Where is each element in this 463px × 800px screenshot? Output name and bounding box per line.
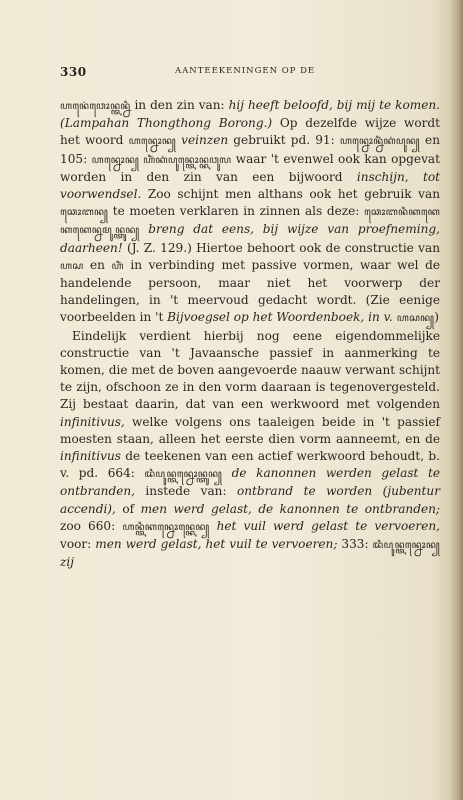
italic-text: infinitivus, <box>60 414 125 429</box>
javanese-script: ꦢꦶꦥꦸꦤ꧀ꦠꦤ꧀ꦤꦺꦴꦤ꧀ꦠꦸꦤ꧀ <box>144 469 223 481</box>
text-run: in den zin van: <box>130 98 229 112</box>
body-text <box>60 97 440 571</box>
javanese-script: ꦲꦶꦁ <box>111 260 124 272</box>
javanese-script: ꦲꦱ <box>60 260 84 272</box>
page-number: 330 <box>60 65 87 79</box>
text-run: (J. Z. 129.) Hiertoe behoort ook de constructie van <box>122 240 440 255</box>
italic-text: breng dat eens, bij wijze van proefneming, daarheen! <box>60 222 440 255</box>
italic-text: het vuil werd gelast te vervoeren, <box>216 518 440 533</box>
paragraph-1 <box>60 97 440 328</box>
italic-text: Bijvoegsel op het Woordenboek, in v. <box>167 310 393 325</box>
italic-text: infinitivus <box>60 449 121 464</box>
paragraph-2 <box>60 328 440 572</box>
page-edge-shadow <box>449 0 463 800</box>
javanese-script: ꦢꦶꦥꦸꦤ꧀ꦠꦤ꧀ꦤꦺꦴꦤ꧀ <box>372 540 440 552</box>
italic-text: de kanonnen werden gelast te ontbranden, <box>60 466 440 499</box>
italic-text: ontbrand te worden (jubentur accendi), <box>60 484 440 516</box>
text-run: zoo 660: <box>60 518 123 533</box>
text-run <box>209 519 216 533</box>
text-run: en 105: <box>60 133 440 166</box>
text-run: ) <box>434 310 439 325</box>
text-run: en <box>83 257 112 272</box>
text-run: of <box>115 501 141 516</box>
italic-text: inschijn, tot voorwendsel. <box>60 169 440 202</box>
text-run <box>139 222 148 236</box>
italic-text: zij <box>60 555 74 570</box>
text-run: in verbinding met passive vormen, waar wel de handelende persoon, maar niet het voorwerp der handelingen, in 't meervoud gedacht wordt. (Zie eenige voorbeelden in 't <box>60 257 440 325</box>
italic-text: veinzen <box>181 133 229 148</box>
text-run: Zoo schijnt men althans ook het gebruik van <box>141 187 440 202</box>
text-run: voor: <box>60 537 96 552</box>
text-run: welke volgens ons taaleigen beide in 't passief moesten staan, alleen het eerste dien vorm aanneemt, en de <box>60 414 440 446</box>
page-header <box>60 65 440 81</box>
text-run: instede van: <box>134 484 237 499</box>
javanese-script: ꦲꦤ꧀ꦤꦺꦴꦤ꧀ꦤꦶꦁꦏꦁꦥꦸꦤ꧀ <box>339 136 420 148</box>
text-run: te moeten verklaren in zinnen als deze: <box>108 204 365 219</box>
javanese-script: ꦕꦺꦴꦧꦤ꧀ <box>60 207 109 219</box>
italic-text: men werd gelast, het vuil te vervoeren; <box>95 537 338 552</box>
text-run: Eindelijk verdient hierbij nog eene eigendommelijke constructie van 't Javaansche passief in aanmerking te komen, die met de boven aangevoerde naauw verwant schijnt te zijn, ofschoon ze in den vorm daaraan is tegenovergesteld. Zij bestaat daarin, dat van een werkwoord met volgenden <box>60 328 440 412</box>
text-run: waar 't evenwel ook kan opgevat worden in den zin van een bijwoord <box>60 151 440 184</box>
text-run <box>222 466 232 480</box>
javanese-script: ꦲꦤ꧀ꦤꦺꦴꦤ꧀ ꦲꦶꦁꦏꦁꦥꦸꦤ꧀ꦠꦺꦴꦤ꧀ꦏꦮꦸꦭ <box>91 154 232 166</box>
running-head: AANTEEKENINGEN OP DE <box>175 66 316 76</box>
javanese-script: ꦲꦤ꧀ꦤꦺꦴꦤ꧀ <box>128 136 177 148</box>
javanese-script: ꦲꦤ꧀ꦠꦶꦏꦤ꧀ꦤꦺꦴꦤ꧀ꦏꦺꦤ꧀ <box>122 521 210 533</box>
italic-text: men werd gelast, de kanonnen te ontbranden; <box>140 501 440 516</box>
text-run: 333: <box>337 537 373 552</box>
text-run: de teekenen van een actief werkwoord behoudt, b. v. pd. 664: <box>60 449 440 481</box>
javanese-script: ꦕꦺꦴꦧꦤꦶꦏꦏꦺꦏꦏꦺꦤ꧀ꦤꦩꦸꦤ꧀ꦠꦸꦤ꧀ <box>60 207 440 237</box>
text-run: gebruikt pd. 91: <box>228 133 340 148</box>
text-run: Op dezelfde wijze wordt het woord <box>60 116 441 148</box>
javanese-script: ꦲꦱꦤ꧀ <box>396 313 435 325</box>
italic-text: hij heeft beloofd, bij mij te komen. (Lampahan Thongthong Borong.) <box>60 98 440 131</box>
javanese-script: ꦲꦤꦺꦁꦮꦺꦴꦤ꧀ꦠꦤ꧀ꦤꦶ <box>60 101 131 112</box>
